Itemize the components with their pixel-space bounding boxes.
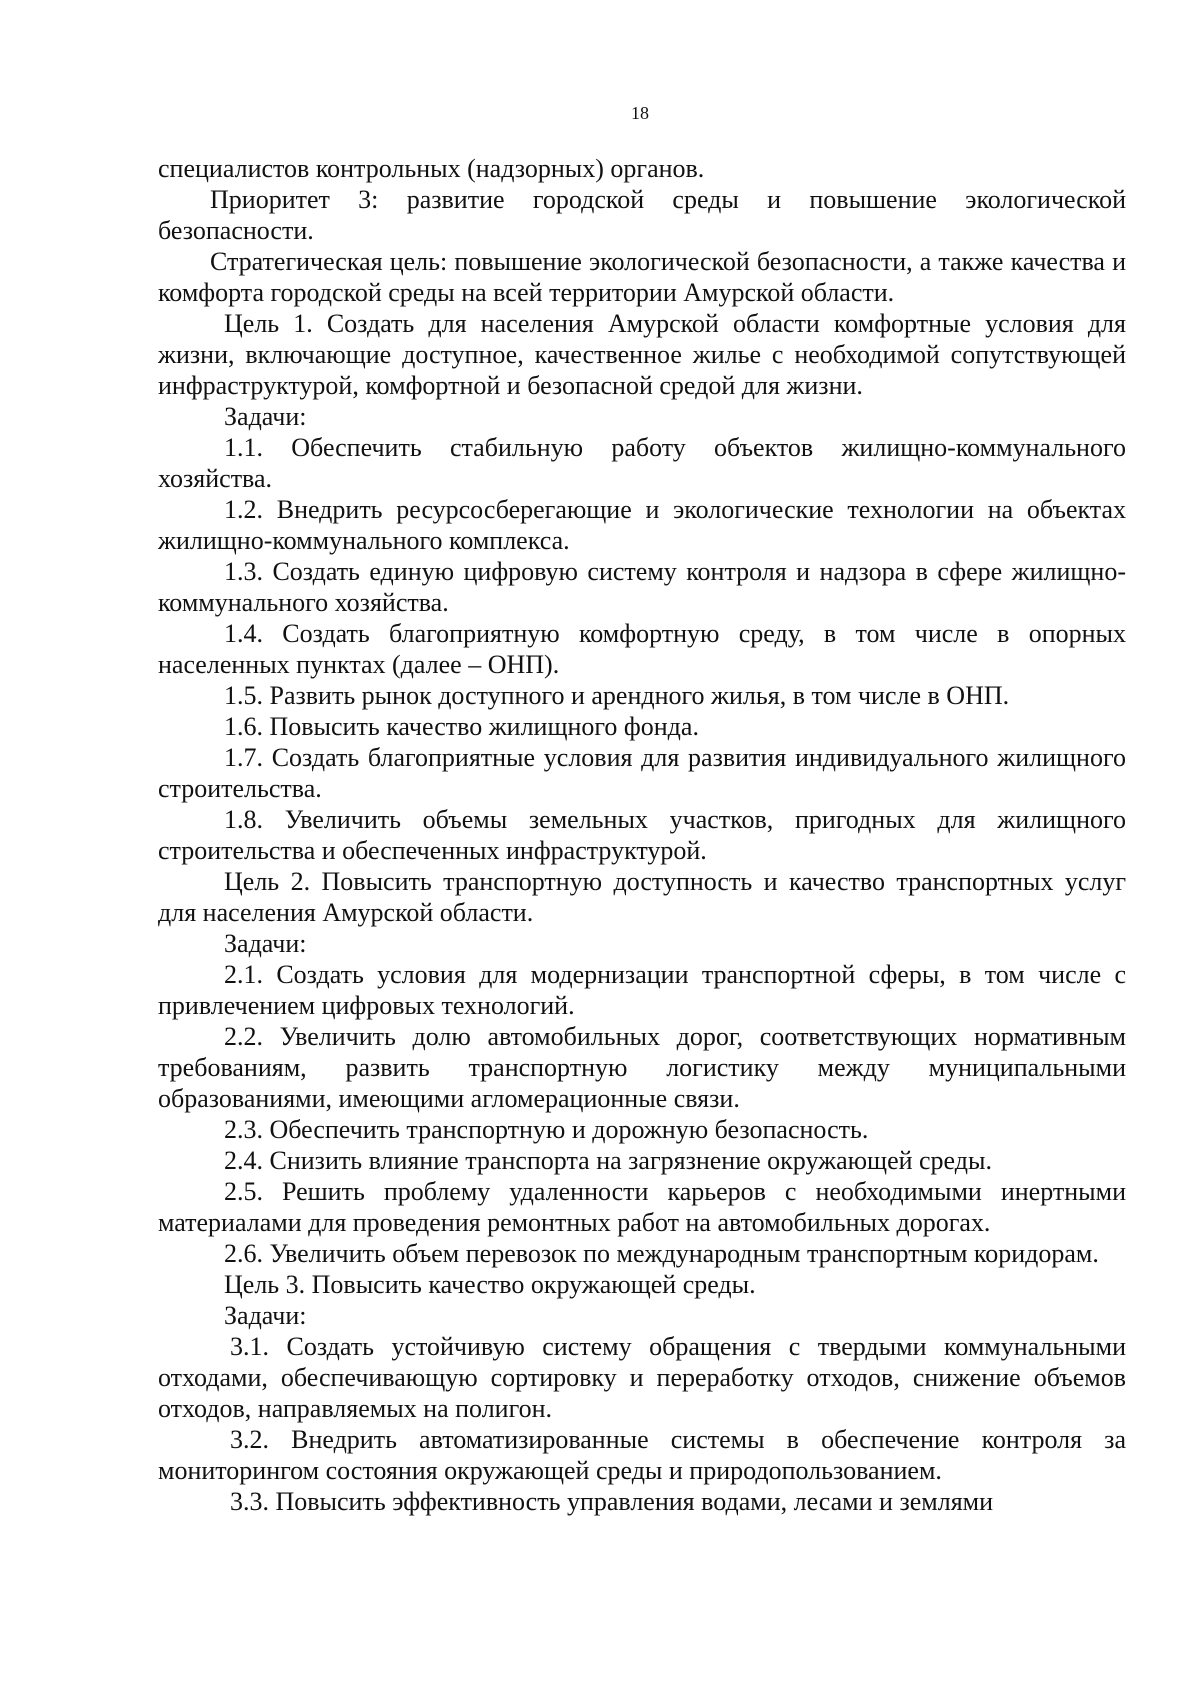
paragraph-strategic-goal: Стратегическая цель: повышение экологической безопасности, а также качества и комфорта городской среды на всей территории Амурской области. <box>158 247 1126 307</box>
paragraph-task-3-2: 3.2. Внедрить автоматизированные системы в обеспечение контроля за мониторингом состояния окружающей среды и природопользованием. <box>158 1425 1126 1485</box>
paragraph-task-2-3: 2.3. Обеспечить транспортную и дорожную безопасность. <box>224 1115 869 1144</box>
page-number: 18 <box>631 103 649 123</box>
paragraph-specialists: специалистов контрольных (надзорных) органов. <box>158 154 705 183</box>
paragraph-priority-3: Приоритет 3: развитие городской среды и повышение экологической безопасности. <box>158 185 1126 245</box>
paragraph-tasks-heading-3: Задачи: <box>224 1301 307 1330</box>
paragraph-task-1-3: 1.3. Создать единую цифровую систему контроля и надзора в сфере жилищно-коммунального хозяйства. <box>158 557 1126 617</box>
paragraph-goal-3: Цель 3. Повысить качество окружающей среды. <box>224 1270 756 1299</box>
paragraph-task-2-2: 2.2. Увеличить долю автомобильных дорог, соответствующих нормативным требованиям, развить транспортную логистику между муниципальными образованиями, имеющими агломерационные связи. <box>158 1022 1126 1113</box>
paragraph-task-1-8: 1.8. Увеличить объемы земельных участков, пригодных для жилищного строительства и обеспеченных инфраструктурой. <box>158 805 1126 865</box>
paragraph-task-1-5: 1.5. Развить рынок доступного и арендного жилья, в том числе в ОНП. <box>224 681 1010 710</box>
paragraph-task-1-1: 1.1. Обеспечить стабильную работу объектов жилищно-коммунального хозяйства. <box>158 433 1126 493</box>
paragraph-task-2-6: 2.6. Увеличить объем перевозок по международным транспортным коридорам. <box>224 1239 1099 1268</box>
paragraph-tasks-heading-2: Задачи: <box>224 929 307 958</box>
paragraph-task-1-6: 1.6. Повысить качество жилищного фонда. <box>224 712 699 741</box>
paragraph-goal-2: Цель 2. Повысить транспортную доступность и качество транспортных услуг для населения Амурской области. <box>158 867 1126 927</box>
paragraph-task-2-1: 2.1. Создать условия для модернизации транспортной сферы, в том числе с привлечением цифровых технологий. <box>158 960 1126 1020</box>
paragraph-task-2-5: 2.5. Решить проблему удаленности карьеров с необходимыми инертными материалами для проведения ремонтных работ на автомобильных дорогах. <box>158 1177 1126 1237</box>
paragraph-goal-1: Цель 1. Создать для населения Амурской области комфортные условия для жизни, включающие доступное, качественное жилье с необходимой сопутствующей инфраструктурой, комфортной и безопасной средой для жизни. <box>158 309 1126 400</box>
paragraph-task-2-4: 2.4. Снизить влияние транспорта на загрязнение окружающей среды. <box>224 1146 992 1175</box>
paragraph-task-1-2: 1.2. Внедрить ресурсосберегающие и экологические технологии на объектах жилищно-коммунального комплекса. <box>158 495 1126 555</box>
paragraph-task-1-4: 1.4. Создать благоприятную комфортную среду, в том числе в опорных населенных пунктах (далее – ОНП). <box>158 619 1126 679</box>
document-body <box>158 153 1126 1517</box>
paragraph-task-3-1: 3.1. Создать устойчивую систему обращения с твердыми коммунальными отходами, обеспечивающую сортировку и переработку отходов, снижение объемов отходов, направляемых на полигон. <box>158 1332 1126 1423</box>
paragraph-tasks-heading-1: Задачи: <box>224 402 307 431</box>
paragraph-task-1-7: 1.7. Создать благоприятные условия для развития индивидуального жилищного строительства. <box>158 743 1126 803</box>
paragraph-task-3-3: 3.3. Повысить эффективность управления водами, лесами и землями <box>230 1487 994 1516</box>
